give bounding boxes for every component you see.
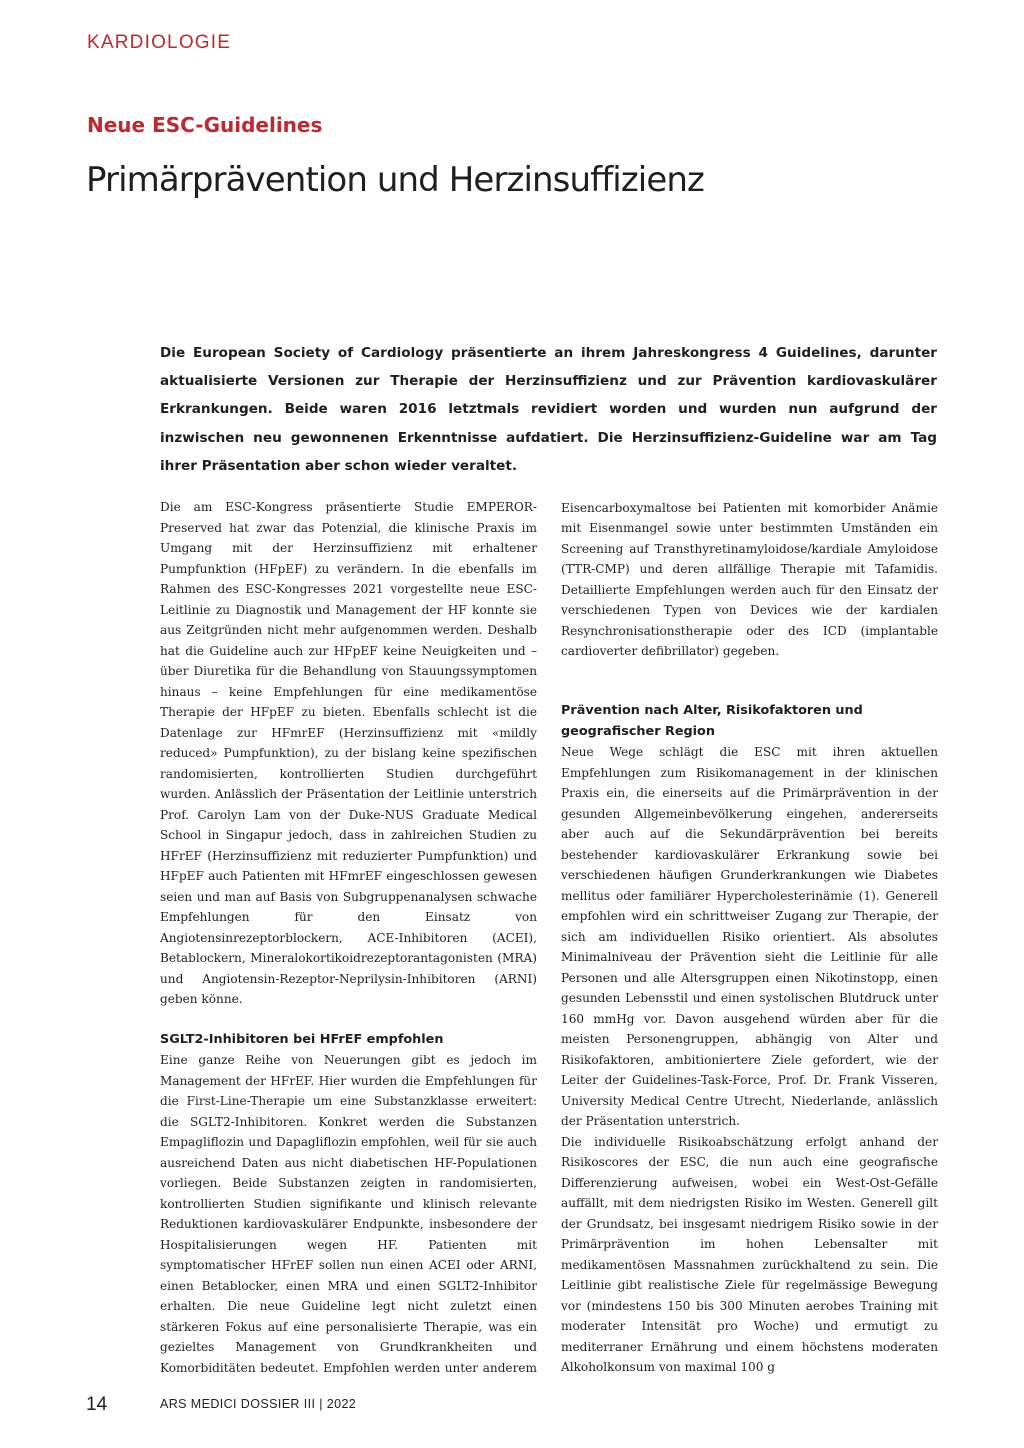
subheading-sglt2: SGLT2-Inhibitoren bei HFrEF empfohlen bbox=[160, 1031, 444, 1047]
body-column-left bbox=[160, 497, 537, 1380]
body-paragraph: Eine ganze Reihe von Neuerungen gibt es jedoch im Management der HFrEF. Hier wurden die Empfehlungen für die First-Line-Therapie um eine Substanzklasse erweitert: die SGLT2-Inhibitoren. Konkret werden die Substanzen Empagliflozin und Dapagliflozin empfohlen, weil für sie auch ausreichend Daten aus nicht diabetischen HF-Populationen vorliegen. Beide Substanzen zeigten in randomisierten, kontrollierten Studien signifikante und klinisch relevante Reduktionen kardiovaskulärer Endpunkte, insbesondere der Hospitalisierungen wegen HF. Patienten mit symptomatischer HFrEF sollen nun einen ACEI oder ARNI, einen Betablocker, einen MRA und einen SGLT2-Inhibitor erhalten. Die neue Guideline legt nicht zuletzt einen stärkeren Fokus auf eine personalisierte Therapie, was ein gezieltes Management von Grundkrankheiten und Komorbiditäten bedeutet. Empfohlen werden unter anderem bbox=[160, 1053, 537, 1375]
subheading-praevention: Prävention nach Alter, Risikofaktoren und geografischer Region bbox=[561, 703, 863, 739]
article-kicker: Neue ESC-Guidelines bbox=[87, 113, 323, 137]
body-paragraph: Die individuelle Risikoabschätzung erfolgt anhand der Risikoscores der ESC, die nun auch eine geografische Differenzierung aufweisen, wobei ein West-Ost-Gefälle auffällt, mit dem niedrigsten Risiko im Westen. Generell gilt der Grundsatz, bei insgesamt niedrigem Risiko sowie in der Primärprävention im hohen Lebensalter mit medikamentösen Massnahmen zurückhaltend zu sein. Die Leitlinie gibt realistische Ziele für regelmässige Bewegung vor (mindestens 150 bis 300 Minuten aerobes Training mit moderater Intensität pro Woche) und ermutigt zu mediterraner Ernährung und einem höchstens moderaten Alkoholkonsum von maximal 100 g bbox=[561, 1134, 938, 1374]
body-column-right bbox=[561, 497, 938, 1378]
lead-paragraph: Die European Society of Cardiology präsentierte an ihrem Jahreskongress 4 Guidelines, darunter aktualisierte Versionen zur Therapie der Herzinsuffizienz und zur Prävention kardiovaskulärer Erkrankungen. Beide waren 2016 letztmals revidiert worden und wurden nun aufgrund der inzwischen neu gewonnenen Erkenntnisse aufdatiert. Die Herzinsuffizienz-Guideline war am Tag ihrer Präsentation aber schon wieder veraltet. bbox=[160, 345, 937, 474]
body-paragraph: Die am ESC-Kongress präsentierte Studie EMPEROR-Preserved hat zwar das Potenzial, die klinische Praxis im Umgang mit der Herzinsuffizienz mit erhaltener Pumpfunktion (HFpEF) zu verändern. In die ebenfalls im Rahmen des ESC-Kongresses 2021 vorgestellte neue ESC-Leitlinie zu Diagnostik und Management der HF konnte sie aus Zeitgründen nicht mehr aufgenommen werden. Deshalb hat die Guideline auch zur HFpEF keine Neuigkeiten und – über Diuretika für die Behandlung von Stauungssymptomen hinaus – keine Empfehlungen für eine medikamentöse Therapie der HFpEF zu bieten. Ebenfalls schlecht ist die Datenlage zur HFmrEF (Herzinsuffizienz mit «mildly reduced» Pumpfunktion), zu der bislang keine spezifischen randomisierten, kontrollierten Studien durchgeführt wurden. Anlässlich der Präsentation der Leitlinie unterstrich Prof. Carolyn Lam von der Duke-NUS Graduate Medical School in Singapur jedoch, dass in zahlreichen Studien zu HFrEF (Herzinsuffizienz mit reduzierter Pumpfunktion) und HFpEF auch Patienten mit HFmrEF eingeschlossen gewesen seien und man auf Basis von Subgruppenanalysen schwache Empfehlungen für den Einsatz von Angiotensinrezeptorblockern, ACE-Inhibitoren (ACEI), Betablockern, Mineralokortikoidrezeptorantagonisten (MRA) und Angiotensin-Rezeptor-Neprilysin-Inhibitoren (ARNI) geben könne. bbox=[160, 500, 537, 1006]
article-title: Primärprävention und Herzinsuffizienz bbox=[86, 160, 704, 200]
section-label: KARDIOLOGIE bbox=[87, 32, 232, 53]
publication-info: ARS MEDICI DOSSIER III | 2022 bbox=[160, 1397, 357, 1411]
page-number: 14 bbox=[86, 1394, 108, 1415]
body-paragraph: Neue Wege schlägt die ESC mit ihren aktuellen Empfehlungen zum Risikomanagement in der klinischen Praxis ein, die einerseits auf die Primärprävention in der gesunden Allgemeinbevölkerung eingehen, andererseits aber auch auf die Sekundärprävention bei bereits bestehender kardiovaskulärer Erkrankung sowie bei verschiedenen häufigen Grunderkrankungen wie Diabetes mellitus oder familiärer Hypercholesterinämie (1). Generell empfohlen wird ein schrittweiser Zugang zur Therapie, der sich am individuellen Risiko orientiert. Als absolutes Minimalniveau der Prävention sieht die Leitlinie für alle Personen und alle Altersgruppen einen Nikotinstopp, einen gesunden Lebensstil und einen systolischen Blutdruck unter 160 mmHg vor. Davon ausgehend würden aber für die meisten Personengruppen, abhängig von Alter und Risikofaktoren, ambitioniertere Ziele gefordert, wie der Leiter der Guidelines-Task-Force, Prof. Dr. Frank Visseren, University Medical Centre Utrecht, Niederlande, anlässlich der Präsentation unterstrich. bbox=[561, 745, 938, 1128]
body-paragraph-continued: Eisencarboxymaltose bei Patienten mit komorbider Anämie mit Eisenmangel sowie unter bestimmten Umständen ein Screening auf Transthyretinamyloidose/kardiale Amyloidose (TTR-CMP) und deren allfällige Therapie mit Tafamidis. Detaillierte Empfehlungen werden auch für den Einsatz der verschiedenen Typen von Devices wie der kardialen Resynchronisationstherapie oder des ICD (implantable cardioverter defibrillator) gegeben. bbox=[561, 500, 938, 658]
